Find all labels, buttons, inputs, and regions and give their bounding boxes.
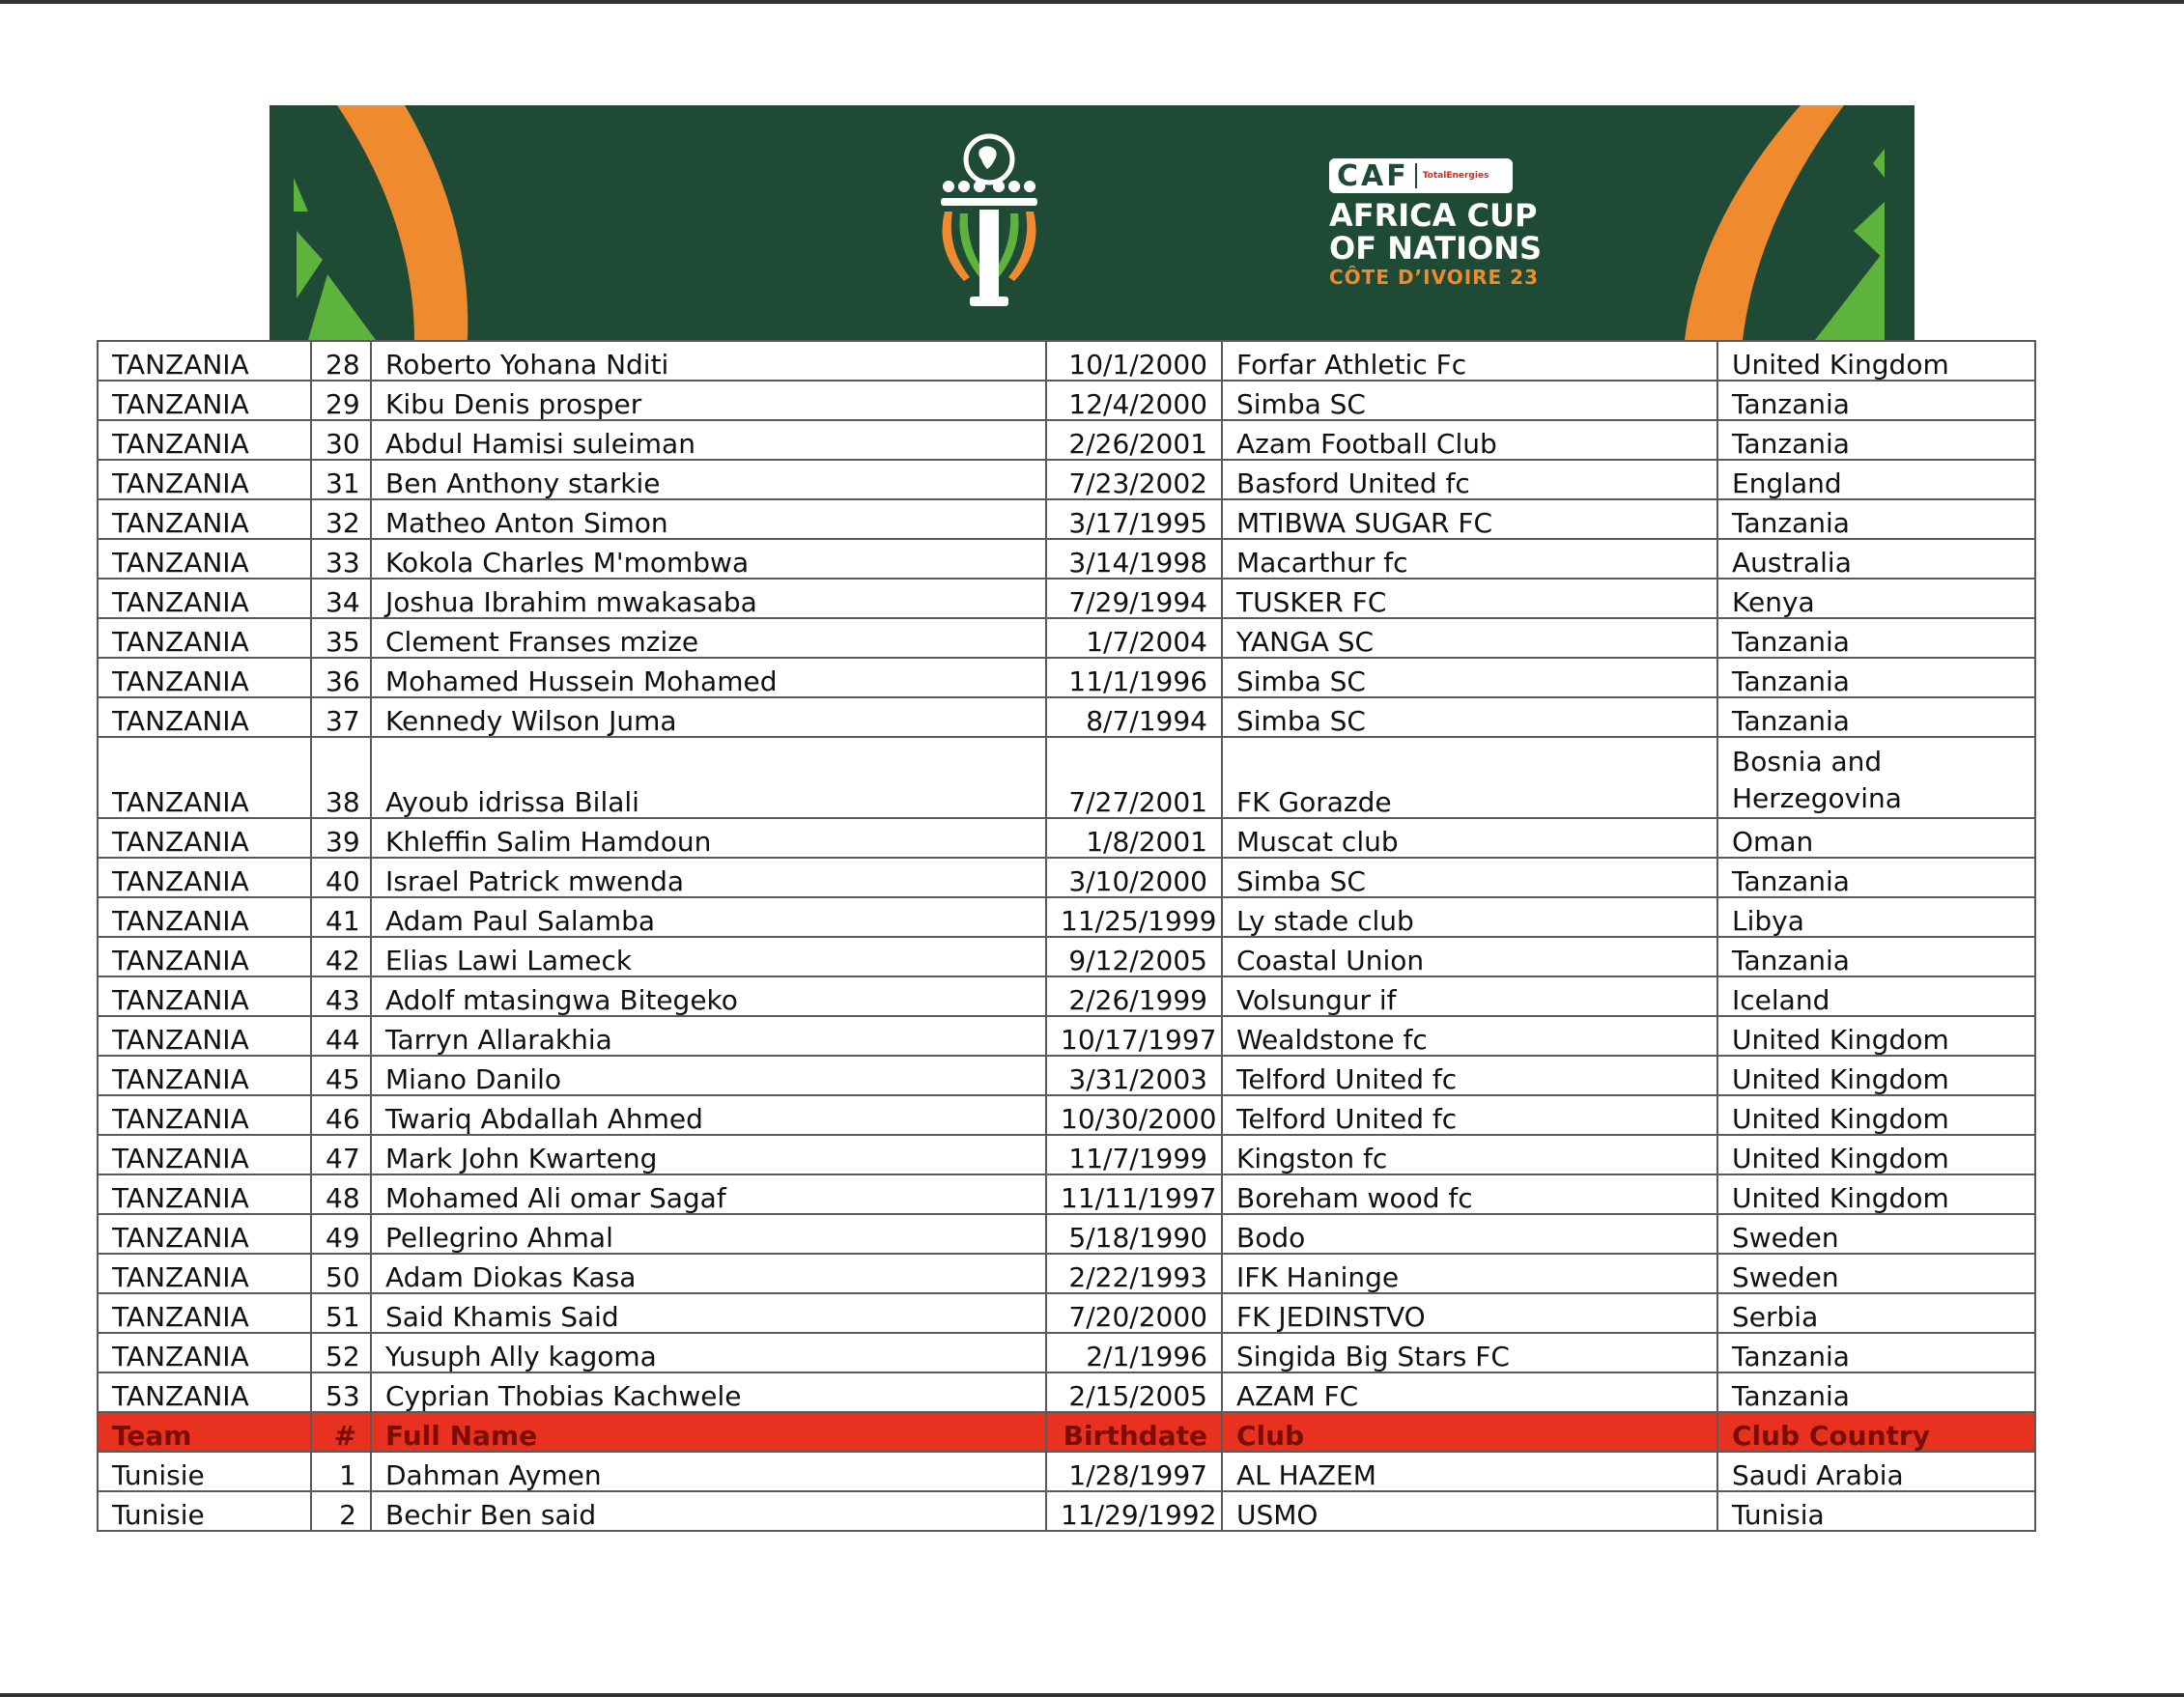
team-cell: TANZANIA: [98, 1254, 311, 1293]
birthdate-cell: 11/7/1999: [1046, 1135, 1222, 1174]
team-cell: TANZANIA: [98, 539, 311, 579]
caf-badge: [1329, 158, 1513, 193]
left-triangle-mid: [297, 231, 323, 298]
country-cell: Tunisia: [1717, 1491, 2035, 1531]
number-cell: 30: [311, 420, 371, 460]
team-cell: TANZANIA: [98, 697, 311, 737]
table-row: [98, 539, 2035, 579]
birthdate-cell: 11/25/1999: [1046, 897, 1222, 937]
team-cell: TANZANIA: [98, 1135, 311, 1174]
birthdate-cell: 1/28/1997: [1046, 1452, 1222, 1491]
number-cell: 52: [311, 1333, 371, 1372]
table-row: [98, 618, 2035, 658]
table-row: [98, 499, 2035, 539]
name-cell: Miano Danilo: [371, 1056, 1046, 1095]
number-cell: 48: [311, 1174, 371, 1214]
number-cell: 43: [311, 976, 371, 1016]
country-cell: United Kingdom: [1717, 1016, 2035, 1056]
country-cell: Tanzania: [1717, 618, 2035, 658]
club-cell: MTIBWA SUGAR FC: [1222, 499, 1717, 539]
table-row: [98, 1135, 2035, 1174]
name-cell: Mohamed Hussein Mohamed: [371, 658, 1046, 697]
number-cell: 49: [311, 1214, 371, 1254]
country-cell: Tanzania: [1717, 1372, 2035, 1412]
table-row: [98, 658, 2035, 697]
name-cell: Kennedy Wilson Juma: [371, 697, 1046, 737]
name-cell: Clement Franses mzize: [371, 618, 1046, 658]
birthdate-cell: 7/29/1994: [1046, 579, 1222, 618]
name-cell: Adolf mtasingwa Bitegeko: [371, 976, 1046, 1016]
team-cell: Tunisie: [98, 1491, 311, 1531]
name-cell: Adam Paul Salamba: [371, 897, 1046, 937]
team-cell: Team: [98, 1412, 311, 1452]
name-cell: Ayoub idrissa Bilali: [371, 737, 1046, 818]
name-cell: Joshua Ibrahim mwakasaba: [371, 579, 1046, 618]
number-cell: 34: [311, 579, 371, 618]
country-cell: Bosnia and Herzegovina: [1717, 737, 2035, 818]
club-cell: Club: [1222, 1412, 1717, 1452]
birthdate-cell: 3/31/2003: [1046, 1056, 1222, 1095]
team-cell: TANZANIA: [98, 1174, 311, 1214]
country-cell: Oman: [1717, 818, 2035, 858]
birthdate-cell: 3/17/1995: [1046, 499, 1222, 539]
number-cell: 45: [311, 1056, 371, 1095]
table-row: [98, 1056, 2035, 1095]
table-row: [98, 858, 2035, 897]
birthdate-cell: 7/23/2002: [1046, 460, 1222, 499]
country-cell: Tanzania: [1717, 420, 2035, 460]
number-cell: 2: [311, 1491, 371, 1531]
left-triangle-small: [294, 178, 308, 212]
club-cell: Singida Big Stars FC: [1222, 1333, 1717, 1372]
birthdate-cell: 2/22/1993: [1046, 1254, 1222, 1293]
number-cell: 47: [311, 1135, 371, 1174]
country-cell: Tanzania: [1717, 381, 2035, 420]
right-triangle-bottom: [1815, 250, 1885, 340]
table-row: [98, 897, 2035, 937]
club-cell: Simba SC: [1222, 858, 1717, 897]
birthdate-cell: 1/8/2001: [1046, 818, 1222, 858]
club-cell: Simba SC: [1222, 381, 1717, 420]
club-cell: FK JEDINSTVO: [1222, 1293, 1717, 1333]
birthdate-cell: 5/18/1990: [1046, 1214, 1222, 1254]
banner-line-1: AFRICA CUP: [1329, 197, 1538, 234]
trophy-logo: [931, 132, 1047, 316]
country-cell: Libya: [1717, 897, 2035, 937]
number-cell: 28: [311, 341, 371, 381]
team-cell: TANZANIA: [98, 937, 311, 976]
country-cell: Kenya: [1717, 579, 2035, 618]
team-cell: TANZANIA: [98, 1095, 311, 1135]
club-cell: Coastal Union: [1222, 937, 1717, 976]
table-header-row: [98, 1412, 2035, 1452]
name-cell: Adam Diokas Kasa: [371, 1254, 1046, 1293]
number-cell: 38: [311, 737, 371, 818]
country-cell: Serbia: [1717, 1293, 2035, 1333]
club-cell: AL HAZEM: [1222, 1452, 1717, 1491]
club-cell: Wealdstone fc: [1222, 1016, 1717, 1056]
team-cell: TANZANIA: [98, 858, 311, 897]
number-cell: 40: [311, 858, 371, 897]
club-cell: Bodo: [1222, 1214, 1717, 1254]
country-cell: Sweden: [1717, 1254, 2035, 1293]
right-orange-arc: [1685, 105, 1844, 340]
birthdate-cell: 2/26/1999: [1046, 976, 1222, 1016]
name-cell: Kokola Charles M'mombwa: [371, 539, 1046, 579]
club-cell: Boreham wood fc: [1222, 1174, 1717, 1214]
birthdate-cell: Birthdate: [1046, 1412, 1222, 1452]
roster-table: [97, 340, 2036, 1532]
number-cell: 44: [311, 1016, 371, 1056]
birthdate-cell: 10/17/1997: [1046, 1016, 1222, 1056]
club-cell: Telford United fc: [1222, 1056, 1717, 1095]
birthdate-cell: 10/30/2000: [1046, 1095, 1222, 1135]
table-row: [98, 1491, 2035, 1531]
table-row: [98, 818, 2035, 858]
club-cell: Forfar Athletic Fc: [1222, 341, 1717, 381]
club-cell: Volsungur if: [1222, 976, 1717, 1016]
country-cell: United Kingdom: [1717, 1135, 2035, 1174]
name-cell: Bechir Ben said: [371, 1491, 1046, 1531]
table-row: [98, 341, 2035, 381]
bottom-border-line: [0, 1693, 2184, 1697]
team-cell: TANZANIA: [98, 460, 311, 499]
number-cell: 53: [311, 1372, 371, 1412]
number-cell: 46: [311, 1095, 371, 1135]
club-cell: Simba SC: [1222, 658, 1717, 697]
table-row: [98, 1372, 2035, 1412]
left-orange-arc: [337, 105, 468, 340]
team-cell: TANZANIA: [98, 1333, 311, 1372]
table-row: [98, 381, 2035, 420]
birthdate-cell: 9/12/2005: [1046, 937, 1222, 976]
club-cell: Azam Football Club: [1222, 420, 1717, 460]
name-cell: Kibu Denis prosper: [371, 381, 1046, 420]
team-cell: TANZANIA: [98, 897, 311, 937]
club-cell: Simba SC: [1222, 697, 1717, 737]
birthdate-cell: 3/14/1998: [1046, 539, 1222, 579]
club-cell: Telford United fc: [1222, 1095, 1717, 1135]
name-cell: Matheo Anton Simon: [371, 499, 1046, 539]
country-cell: Tanzania: [1717, 858, 2035, 897]
name-cell: Ben Anthony starkie: [371, 460, 1046, 499]
banner-decoration: [269, 105, 1915, 340]
number-cell: 37: [311, 697, 371, 737]
banner-line-2: OF NATIONS: [1329, 230, 1543, 267]
club-cell: Ly stade club: [1222, 897, 1717, 937]
number-cell: 50: [311, 1254, 371, 1293]
table-row: [98, 1095, 2035, 1135]
number-cell: 33: [311, 539, 371, 579]
left-triangle-bottom: [308, 274, 376, 340]
table-row: [98, 1174, 2035, 1214]
birthdate-cell: 3/10/2000: [1046, 858, 1222, 897]
team-cell: TANZANIA: [98, 499, 311, 539]
club-cell: YANGA SC: [1222, 618, 1717, 658]
club-cell: USMO: [1222, 1491, 1717, 1531]
afcon-banner: [269, 105, 1915, 340]
name-cell: Mohamed Ali omar Sagaf: [371, 1174, 1046, 1214]
country-cell: United Kingdom: [1717, 1095, 2035, 1135]
team-cell: TANZANIA: [98, 579, 311, 618]
country-cell: United Kingdom: [1717, 341, 2035, 381]
table-row: [98, 1333, 2035, 1372]
club-cell: FK Gorazde: [1222, 737, 1717, 818]
country-cell: Iceland: [1717, 976, 2035, 1016]
table-row: [98, 1452, 2035, 1491]
birthdate-cell: 11/1/1996: [1046, 658, 1222, 697]
number-cell: 31: [311, 460, 371, 499]
country-cell: Tanzania: [1717, 1333, 2035, 1372]
name-cell: Abdul Hamisi suleiman: [371, 420, 1046, 460]
birthdate-cell: 2/1/1996: [1046, 1333, 1222, 1372]
country-cell: Saudi Arabia: [1717, 1452, 2035, 1491]
number-cell: #: [311, 1412, 371, 1452]
team-cell: TANZANIA: [98, 618, 311, 658]
name-cell: Tarryn Allarakhia: [371, 1016, 1046, 1056]
team-cell: TANZANIA: [98, 381, 311, 420]
name-cell: Khleffin Salim Hamdoun: [371, 818, 1046, 858]
team-cell: TANZANIA: [98, 658, 311, 697]
country-cell: England: [1717, 460, 2035, 499]
team-cell: TANZANIA: [98, 1293, 311, 1333]
top-border-line: [0, 0, 2184, 4]
name-cell: Dahman Aymen: [371, 1452, 1046, 1491]
sponsor-logo: TotalEnergies: [1422, 170, 1489, 181]
number-cell: 51: [311, 1293, 371, 1333]
table-row: [98, 1016, 2035, 1056]
number-cell: 32: [311, 499, 371, 539]
table-row: [98, 1293, 2035, 1333]
name-cell: Elias Lawi Lameck: [371, 937, 1046, 976]
name-cell: Said Khamis Said: [371, 1293, 1046, 1333]
team-cell: TANZANIA: [98, 976, 311, 1016]
country-cell: Sweden: [1717, 1214, 2035, 1254]
roster-body: [98, 341, 2035, 1531]
club-cell: Kingston fc: [1222, 1135, 1717, 1174]
club-cell: Macarthur fc: [1222, 539, 1717, 579]
number-cell: 41: [311, 897, 371, 937]
name-cell: Twariq Abdallah Ahmed: [371, 1095, 1046, 1135]
team-cell: TANZANIA: [98, 1056, 311, 1095]
country-cell: Tanzania: [1717, 658, 2035, 697]
number-cell: 1: [311, 1452, 371, 1491]
table-row: [98, 976, 2035, 1016]
name-cell: Mark John Kwarteng: [371, 1135, 1046, 1174]
club-cell: Muscat club: [1222, 818, 1717, 858]
club-cell: AZAM FC: [1222, 1372, 1717, 1412]
birthdate-cell: 2/26/2001: [1046, 420, 1222, 460]
banner-line-3: CÔTE D’IVOIRE 23: [1329, 266, 1540, 289]
table-row: [98, 1214, 2035, 1254]
right-triangle-small: [1873, 149, 1885, 178]
birthdate-cell: 11/29/1992: [1046, 1491, 1222, 1531]
name-cell: Cyprian Thobias Kachwele: [371, 1372, 1046, 1412]
team-cell: TANZANIA: [98, 1214, 311, 1254]
name-cell: Pellegrino Ahmal: [371, 1214, 1046, 1254]
number-cell: 36: [311, 658, 371, 697]
team-cell: TANZANIA: [98, 1016, 311, 1056]
name-cell: Israel Patrick mwenda: [371, 858, 1046, 897]
country-cell: Australia: [1717, 539, 2035, 579]
table-row: [98, 1254, 2035, 1293]
birthdate-cell: 11/11/1997: [1046, 1174, 1222, 1214]
club-cell: IFK Haninge: [1222, 1254, 1717, 1293]
table-row: [98, 420, 2035, 460]
team-cell: TANZANIA: [98, 737, 311, 818]
table-row: [98, 579, 2035, 618]
number-cell: 39: [311, 818, 371, 858]
country-cell: Tanzania: [1717, 937, 2035, 976]
number-cell: 35: [311, 618, 371, 658]
table-row: [98, 737, 2035, 818]
birthdate-cell: 7/20/2000: [1046, 1293, 1222, 1333]
team-cell: TANZANIA: [98, 420, 311, 460]
team-cell: TANZANIA: [98, 1372, 311, 1412]
team-cell: Tunisie: [98, 1452, 311, 1491]
country-cell: Tanzania: [1717, 697, 2035, 737]
birthdate-cell: 8/7/1994: [1046, 697, 1222, 737]
team-cell: TANZANIA: [98, 818, 311, 858]
country-cell: United Kingdom: [1717, 1056, 2035, 1095]
number-cell: 42: [311, 937, 371, 976]
birthdate-cell: 7/27/2001: [1046, 737, 1222, 818]
name-cell: Full Name: [371, 1412, 1046, 1452]
name-cell: Roberto Yohana Nditi: [371, 341, 1046, 381]
birthdate-cell: 2/15/2005: [1046, 1372, 1222, 1412]
country-cell: United Kingdom: [1717, 1174, 2035, 1214]
name-cell: Yusuph Ally kagoma: [371, 1333, 1046, 1372]
club-cell: Basford United fc: [1222, 460, 1717, 499]
caf-wordmark: CAF: [1337, 158, 1409, 193]
birthdate-cell: 1/7/2004: [1046, 618, 1222, 658]
table-row: [98, 460, 2035, 499]
table-row: [98, 937, 2035, 976]
club-cell: TUSKER FC: [1222, 579, 1717, 618]
birthdate-cell: 12/4/2000: [1046, 381, 1222, 420]
birthdate-cell: 10/1/2000: [1046, 341, 1222, 381]
table-row: [98, 697, 2035, 737]
team-cell: TANZANIA: [98, 341, 311, 381]
number-cell: 29: [311, 381, 371, 420]
country-cell: Tanzania: [1717, 499, 2035, 539]
country-cell: Club Country: [1717, 1412, 2035, 1452]
right-triangle-mid: [1854, 202, 1885, 260]
afcon-logo-text: [1329, 158, 1542, 290]
